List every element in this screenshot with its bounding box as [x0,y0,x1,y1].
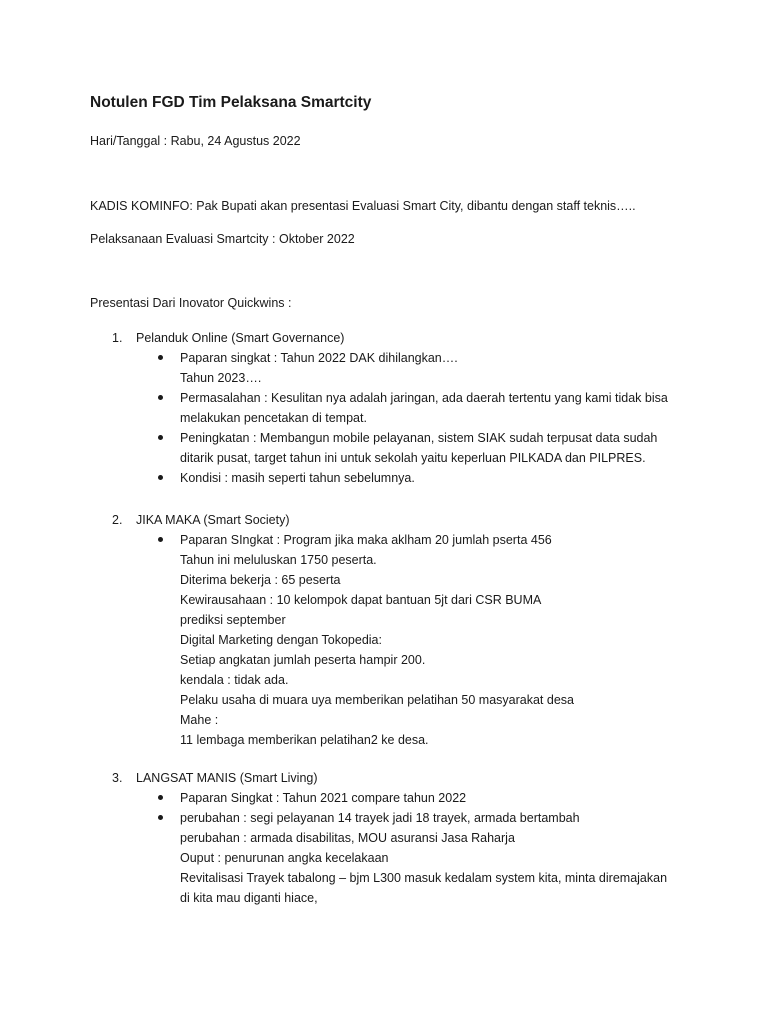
bullet-list [158,530,574,750]
bullet-line: 11 lembaga memberikan pelatihan2 ke desa. [180,733,429,747]
bullet-item [158,468,668,488]
document-title: Notulen FGD Tim Pelaksana Smartcity [90,94,372,111]
bullet-item [158,428,668,468]
bullet-item [158,388,668,428]
section-heading [112,510,290,530]
section-number: 1. [112,331,123,345]
bullet-list [158,348,668,488]
bullet-line: melakukan pencetakan di tempat. [180,411,367,425]
bullet-icon [158,475,163,480]
presentasi-line: Presentasi Dari Inovator Quickwins : [90,296,292,310]
bullet-line: Pelaku usaha di muara uya memberikan pelatihan 50 masyarakat desa [180,693,574,707]
bullet-line: Paparan Singkat : Tahun 2021 compare tahun 2022 [180,791,467,805]
section-number: 3. [112,771,123,785]
section-number: 2. [112,513,123,527]
bullet-line: Tahun 2023…. [180,371,262,385]
section-title: LANGSAT MANIS (Smart Living) [136,771,318,785]
bullet-line: perubahan : armada disabilitas, MOU asuransi Jasa Raharja [180,831,515,845]
bullet-icon [158,815,163,820]
bullet-line: Kondisi : masih seperti tahun sebelumnya. [180,471,415,485]
section-title: JIKA MAKA (Smart Society) [136,513,290,527]
bullet-line: Peningkatan : Membangun mobile pelayanan, sistem SIAK sudah terpusat data sudah [180,431,658,445]
kadis-line: KADIS KOMINFO: Pak Bupati akan presentasi Evaluasi Smart City, dibantu dengan staff teknis….. [90,199,636,213]
bullet-icon [158,355,163,360]
bullet-line: prediksi september [180,613,286,627]
bullet-line: ditarik pusat, target tahun ini untuk sekolah yaitu keperluan PILKADA dan PILPRES. [180,451,646,465]
bullet-line: Diterima bekerja : 65 peserta [180,573,341,587]
bullet-line: Digital Marketing dengan Tokopedia: [180,633,382,647]
bullet-item [158,348,668,388]
bullet-line: kendala : tidak ada. [180,673,289,687]
bullet-icon [158,435,163,440]
section-heading [112,328,344,348]
bullet-item [158,788,667,808]
bullet-line: Permasalahan : Kesulitan nya adalah jaringan, ada daerah tertentu yang kami tidak bisa [180,391,668,405]
bullet-icon [158,395,163,400]
bullet-item [158,808,667,908]
pelaksanaan-line: Pelaksanaan Evaluasi Smartcity : Oktober 2022 [90,232,355,246]
bullet-line: Revitalisasi Trayek tabalong – bjm L300 masuk kedalam system kita, minta diremajakan [180,871,668,885]
section-title: Pelanduk Online (Smart Governance) [136,331,345,345]
bullet-line: perubahan : segi pelayanan 14 trayek jadi 18 trayek, armada bertambah [180,811,580,825]
bullet-line: Kewirausahaan : 10 kelompok dapat bantuan 5jt dari CSR BUMA [180,593,542,607]
section-heading [112,768,318,788]
bullet-line: Paparan singkat : Tahun 2022 DAK dihilangkan…. [180,351,458,365]
bullet-line: Paparan SIngkat : Program jika maka aklham 20 jumlah pserta 456 [180,533,552,547]
bullet-icon [158,537,163,542]
bullet-item [158,530,574,750]
bullet-line: Tahun ini meluluskan 1750 peserta. [180,553,377,567]
bullet-line: Setiap angkatan jumlah peserta hampir 200. [180,653,426,667]
bullet-line: Mahe : [180,713,219,727]
bullet-list [158,788,667,908]
date-line: Hari/Tanggal : Rabu, 24 Agustus 2022 [90,134,301,148]
bullet-icon [158,795,163,800]
bullet-line: di kita mau diganti hiace, [180,891,318,905]
bullet-line: Ouput : penurunan angka kecelakaan [180,851,389,865]
